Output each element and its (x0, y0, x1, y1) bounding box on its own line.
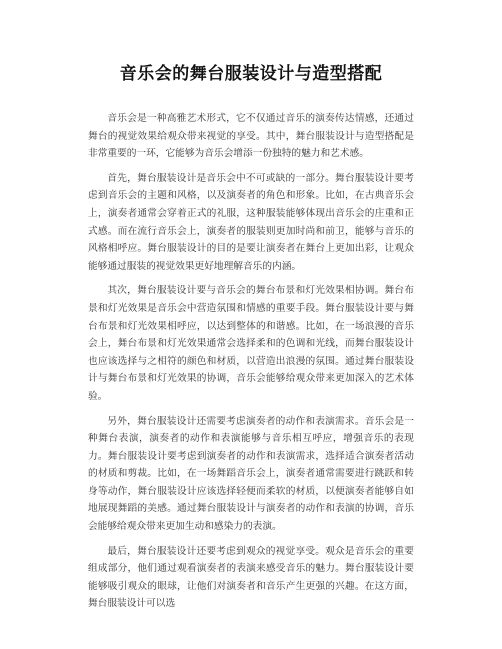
document-title: 音乐会的舞台服装设计与造型搭配 (119, 64, 383, 84)
paragraph-4: 另外，舞台服装设计还需要考虑演奏者的动作和表演需求。音乐会是一种舞台表演，演奏者的动作和表演能够与音乐相互呼应，增强音乐的表现力。舞台服装设计要考虑到演奏者的动作和表演需求，选择适合演奏者活动的材质和剪裁。比如，在一场舞蹈音乐会上，演奏者通常需要进行跳跃和转身等动作，舞台服装设计应该选择轻便而柔软的材质，以便演奏者能够自如地展现舞蹈的美感。通过舞台服装设计与演奏者的动作和表演的协调，音乐会能够给观众带来更加生动和感染力的表演。 (88, 415, 414, 533)
paragraph-5: 最后，舞台服装设计还要考虑到观众的视觉享受。观众是音乐会的重要组成部分，他们通过观看演奏者的表演来感受音乐的魅力。舞台服装设计要能够吸引观众的眼球，让他们对演奏者和音乐产生更强的兴趣。在这方面，舞台服装设计可以选 (88, 545, 414, 610)
paragraph-3: 其次，舞台服装设计要与音乐会的舞台布景和灯光效果相协调。舞台布景和灯光效果是音乐会中营造氛围和情感的重要手段。舞台服装设计要与舞台布景和灯光效果相呼应，以达到整体的和谐感。比如，在一场浪漫的音乐会上，舞台布景和灯光效果通常会选择柔和的色调和光线，而舞台服装设计也应该选择与之相符的颜色和材质，以营造出浪漫的氛围。通过舞台服装设计与舞台布景和灯光效果的协调，音乐会能够给观众带来更加深入的艺术体验。 (88, 285, 414, 402)
paragraph-1: 音乐会是一种高雅艺术形式，它不仅通过音乐的演奏传达情感，还通过舞台的视觉效果给观众带来视觉的享受。其中，舞台服装设计与造型搭配是非常重要的一环，它能够为音乐会增添一份独特的魅力和艺术感。 (88, 113, 414, 160)
paragraph-2: 首先，舞台服装设计是音乐会中不可或缺的一部分。舞台服装设计要考虑到音乐会的主题和风格，以及演奏者的角色和形象。比如，在古典音乐会上，演奏者通常会穿着正式的礼服，这种服装能够体现出音乐会的庄重和正式感。而在流行音乐会上，演奏者的服装则更加时尚和前卫，能够与音乐的风格相呼应。舞台服装设计的目的是要让演奏者在舞台上更加出彩，让观众能够通过服装的视觉效果更好地理解音乐的内涵。 (88, 172, 414, 272)
